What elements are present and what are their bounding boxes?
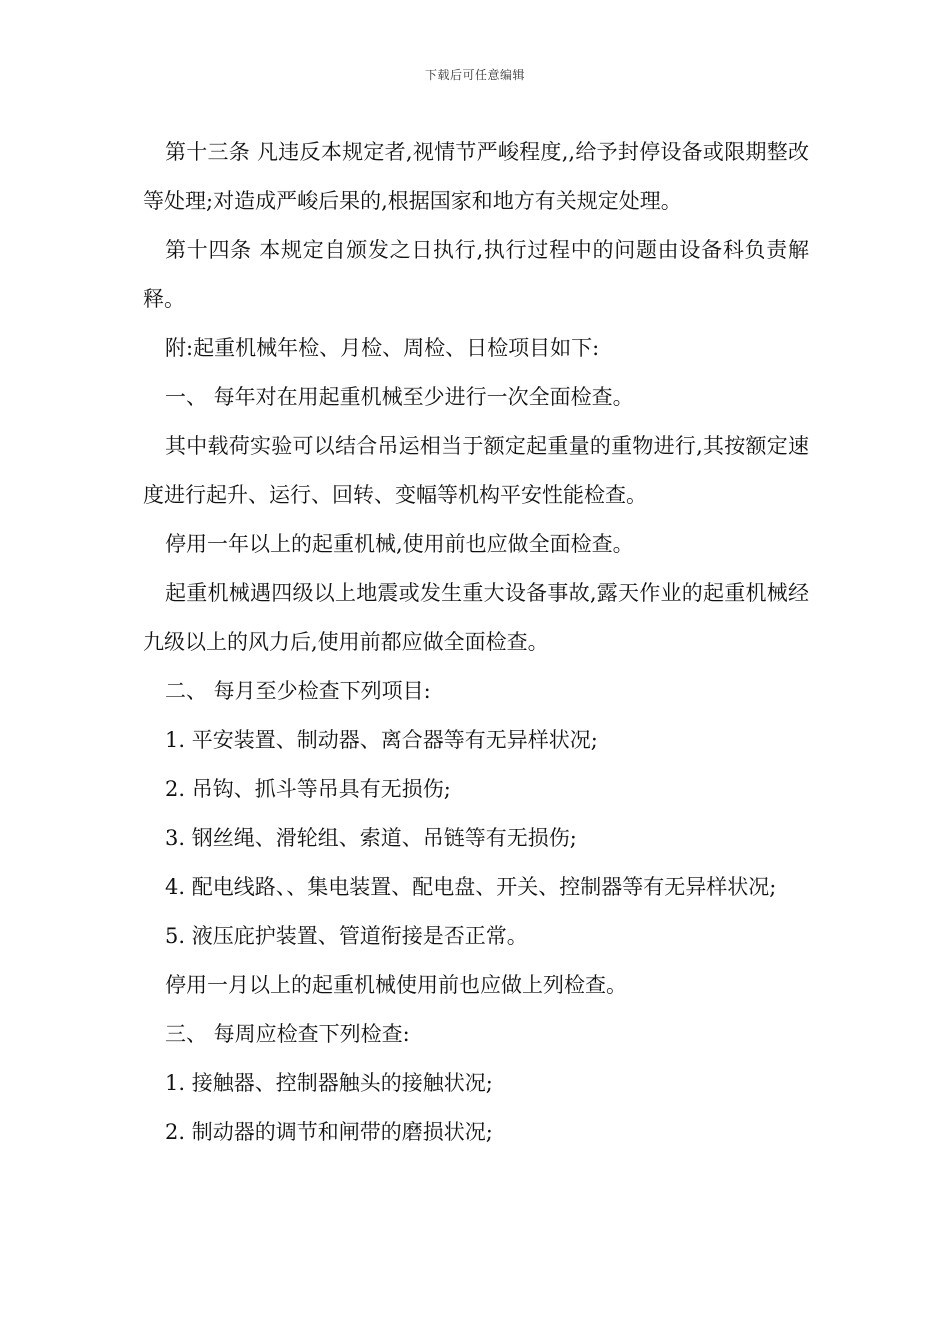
list-item: 1. 平安装置、制动器、离合器等有无异样状况; (165, 728, 598, 752)
section-heading-weekly: 三、 每周应检查下列检查: (165, 1022, 410, 1046)
list-item: 2. 吊钩、抓斗等吊具有无损伤; (165, 777, 451, 801)
paragraph-idle-one-year: 停用一年以上的起重机械,使用前也应做全面检查。 (165, 532, 634, 556)
paragraph-article-14: 第十四条 本规定自颁发之日执行,执行过程中的问题由设备科负责解释。 (143, 238, 809, 311)
list-item: 2. 制动器的调节和闸带的磨损状况; (165, 1120, 493, 1144)
list-item: 5. 液压庇护装置、管道衔接是否正常。 (165, 924, 528, 948)
document-body (143, 128, 809, 1157)
list-item: 3. 钢丝绳、滑轮组、索道、吊链等有无损伤; (165, 826, 577, 850)
paragraph-earthquake-wind: 起重机械遇四级以上地震或发生重大设备事故,露天作业的起重机械经九级以上的风力后,使用前都应做全面检查。 (143, 581, 809, 654)
section-heading-annual: 一、 每年对在用起重机械至少进行一次全面检查。 (165, 385, 634, 409)
section-heading-monthly: 二、 每月至少检查下列项目: (165, 679, 431, 703)
list-item: 4. 配电线路、、集电装置、配电盘、开关、控制器等有无异样状况; (165, 875, 777, 899)
paragraph-load-test: 其中载荷实验可以结合吊运相当于额定起重量的重物进行,其按额定速度进行起升、运行、回转、变幅等机构平安性能检查。 (143, 434, 809, 507)
list-item: 1. 接触器、控制器触头的接触状况; (165, 1071, 493, 1095)
paragraph-appendix-intro: 附:起重机械年检、月检、周检、日检项目如下: (165, 336, 600, 360)
page-header: 下载后可任意编辑 (424, 68, 525, 82)
paragraph-idle-one-month: 停用一月以上的起重机械使用前也应做上列检查。 (165, 973, 627, 997)
paragraph-article-13: 第十三条 凡违反本规定者,视情节严峻程度,,给予封停设备或限期整改等处理;对造成严峻后果的,根据国家和地方有关规定处理。 (143, 140, 809, 213)
